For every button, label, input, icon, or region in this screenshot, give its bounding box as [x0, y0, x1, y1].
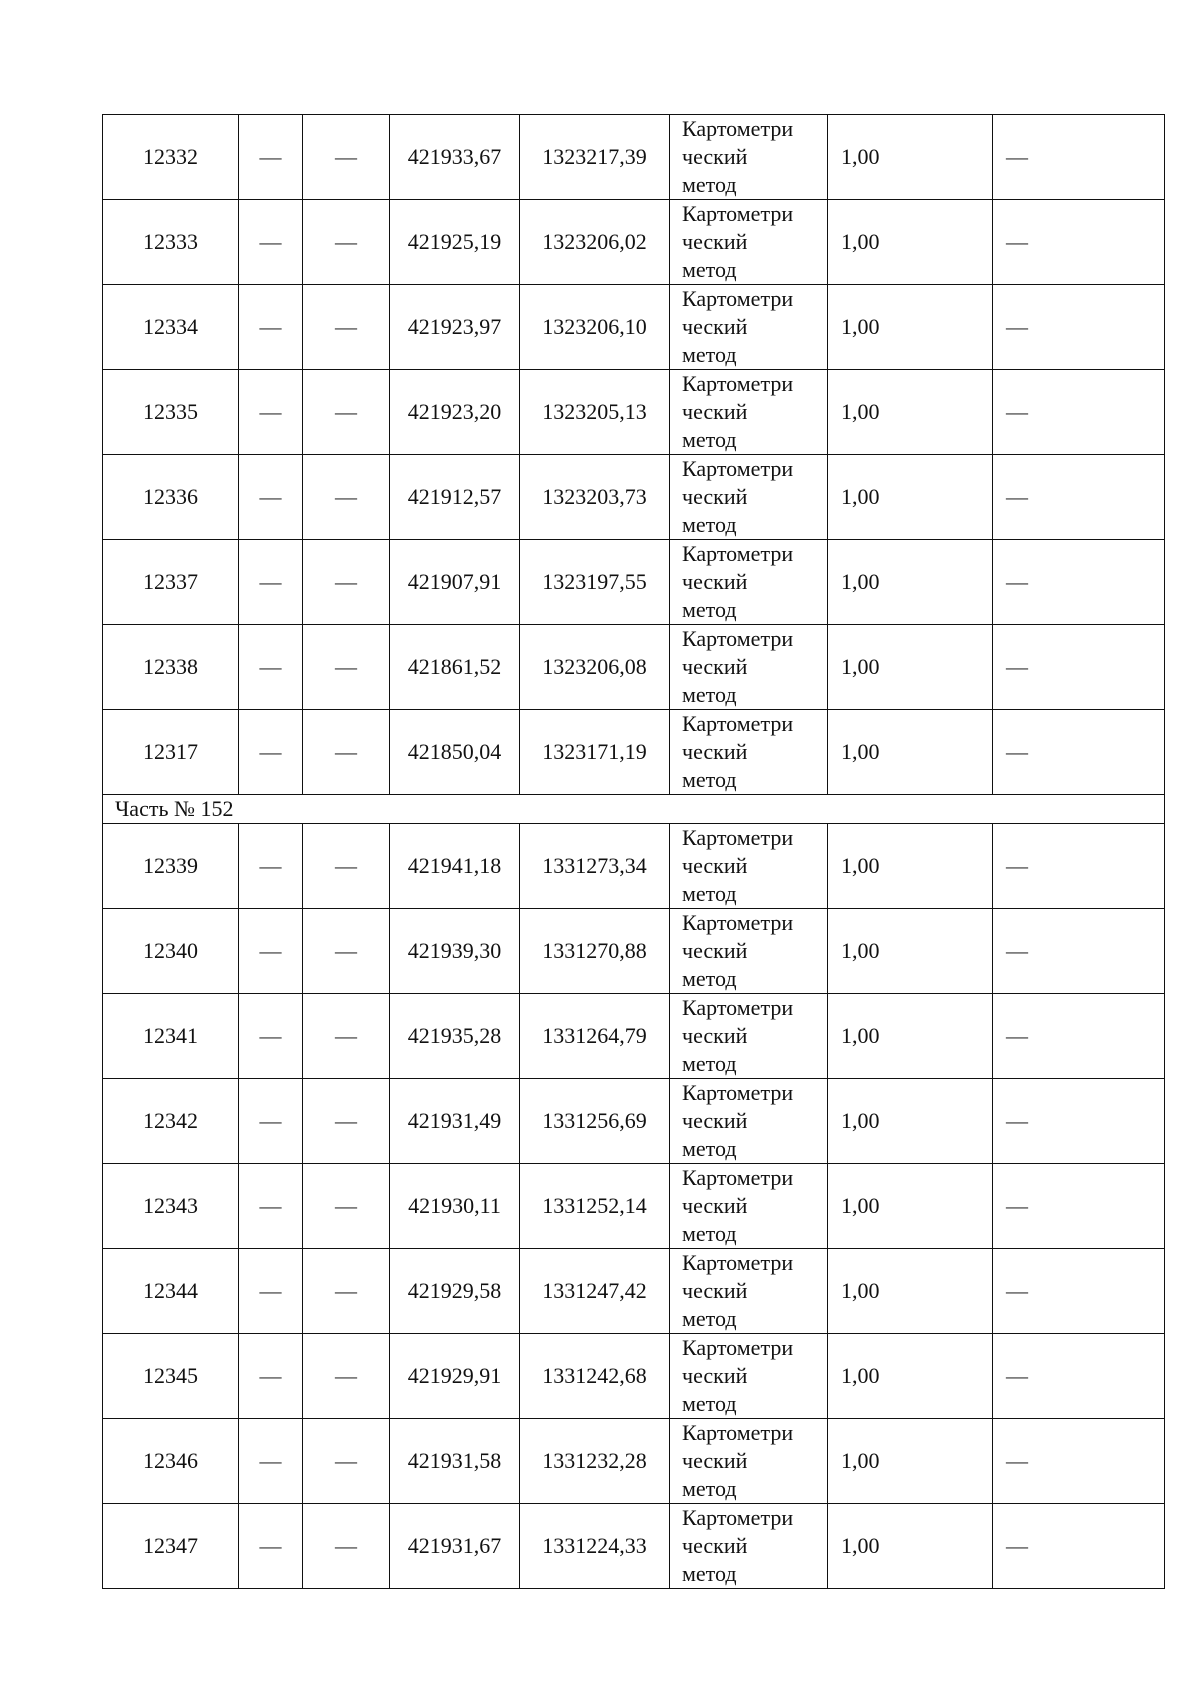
- point-number-cell: 12317: [103, 710, 239, 795]
- method-text-line: ческий: [682, 1363, 748, 1388]
- x-coordinate-cell: 421935,28: [390, 994, 520, 1079]
- accuracy-cell: 1,00: [828, 1249, 993, 1334]
- empty-dash-cell: —: [239, 1334, 303, 1419]
- empty-dash-cell: —: [303, 200, 390, 285]
- method-text-line: метод: [682, 1221, 737, 1246]
- method-text-line: ческий: [682, 314, 748, 339]
- empty-dash-cell: —: [993, 710, 1165, 795]
- method-text-line: метод: [682, 682, 737, 707]
- accuracy-cell: 1,00: [828, 625, 993, 710]
- point-number-cell: 12347: [103, 1504, 239, 1589]
- empty-dash-cell: —: [239, 994, 303, 1079]
- empty-dash-cell: —: [303, 455, 390, 540]
- y-coordinate-cell: 1323205,13: [520, 370, 670, 455]
- empty-dash-cell: —: [303, 909, 390, 994]
- method-cell: [670, 625, 828, 710]
- table-row: [103, 994, 1165, 1079]
- accuracy-cell: 1,00: [828, 1079, 993, 1164]
- empty-dash-cell: —: [993, 200, 1165, 285]
- accuracy-cell: 1,00: [828, 370, 993, 455]
- empty-dash-cell: —: [993, 909, 1165, 994]
- method-text-line: Картометри: [682, 825, 794, 850]
- method-text-line: Картометри: [682, 1250, 794, 1275]
- point-number-cell: 12342: [103, 1079, 239, 1164]
- y-coordinate-cell: 1331242,68: [520, 1334, 670, 1419]
- empty-dash-cell: —: [303, 625, 390, 710]
- point-number-cell: 12337: [103, 540, 239, 625]
- method-cell: [670, 1249, 828, 1334]
- empty-dash-cell: —: [993, 824, 1165, 909]
- accuracy-cell: 1,00: [828, 540, 993, 625]
- table-row: [103, 1419, 1165, 1504]
- accuracy-cell: 1,00: [828, 115, 993, 200]
- x-coordinate-cell: 421907,91: [390, 540, 520, 625]
- accuracy-cell: 1,00: [828, 1164, 993, 1249]
- table-row: [103, 1334, 1165, 1419]
- method-text-line: метод: [682, 767, 737, 792]
- method-text-line: метод: [682, 881, 737, 906]
- method-text-line: ческий: [682, 1278, 748, 1303]
- empty-dash-cell: —: [993, 1504, 1165, 1589]
- empty-dash-cell: —: [239, 285, 303, 370]
- table-row: [103, 909, 1165, 994]
- table-row: [103, 540, 1165, 625]
- method-cell: [670, 909, 828, 994]
- method-text-line: ческий: [682, 938, 748, 963]
- method-cell: [670, 1334, 828, 1419]
- method-text-line: метод: [682, 257, 737, 282]
- table-row: [103, 625, 1165, 710]
- method-cell: [670, 455, 828, 540]
- point-number-cell: 12345: [103, 1334, 239, 1419]
- method-text-line: Картометри: [682, 1505, 794, 1530]
- method-text-line: Картометри: [682, 626, 794, 651]
- empty-dash-cell: —: [303, 370, 390, 455]
- point-number-cell: 12344: [103, 1249, 239, 1334]
- y-coordinate-cell: 1323206,10: [520, 285, 670, 370]
- method-text-line: Картометри: [682, 995, 794, 1020]
- method-cell: [670, 1419, 828, 1504]
- method-text-line: ческий: [682, 739, 748, 764]
- empty-dash-cell: —: [239, 1419, 303, 1504]
- table-row: [103, 1079, 1165, 1164]
- x-coordinate-cell: 421931,67: [390, 1504, 520, 1589]
- table-row: [103, 370, 1165, 455]
- method-text-line: ческий: [682, 654, 748, 679]
- x-coordinate-cell: 421931,58: [390, 1419, 520, 1504]
- section-title: Часть № 152: [103, 795, 1165, 824]
- accuracy-cell: 1,00: [828, 455, 993, 540]
- point-number-cell: 12341: [103, 994, 239, 1079]
- method-text-line: Картометри: [682, 1335, 794, 1360]
- method-text-line: ческий: [682, 1193, 748, 1218]
- point-number-cell: 12346: [103, 1419, 239, 1504]
- method-text-line: Картометри: [682, 910, 794, 935]
- empty-dash-cell: —: [239, 1079, 303, 1164]
- y-coordinate-cell: 1331273,34: [520, 824, 670, 909]
- empty-dash-cell: —: [239, 909, 303, 994]
- method-text-line: метод: [682, 1391, 737, 1416]
- method-text-line: ческий: [682, 1023, 748, 1048]
- y-coordinate-cell: 1323171,19: [520, 710, 670, 795]
- method-text-line: Картометри: [682, 541, 794, 566]
- x-coordinate-cell: 421933,67: [390, 115, 520, 200]
- empty-dash-cell: —: [993, 115, 1165, 200]
- empty-dash-cell: —: [303, 824, 390, 909]
- method-cell: [670, 824, 828, 909]
- y-coordinate-cell: 1323206,08: [520, 625, 670, 710]
- x-coordinate-cell: 421929,58: [390, 1249, 520, 1334]
- method-text-line: Картометри: [682, 1165, 794, 1190]
- table-row: [103, 455, 1165, 540]
- method-text-line: ческий: [682, 399, 748, 424]
- x-coordinate-cell: 421931,49: [390, 1079, 520, 1164]
- empty-dash-cell: —: [303, 1164, 390, 1249]
- method-text-line: метод: [682, 597, 737, 622]
- method-cell: [670, 370, 828, 455]
- point-number-cell: 12340: [103, 909, 239, 994]
- method-text-line: метод: [682, 1136, 737, 1161]
- x-coordinate-cell: 421923,20: [390, 370, 520, 455]
- y-coordinate-cell: 1323197,55: [520, 540, 670, 625]
- empty-dash-cell: —: [993, 1334, 1165, 1419]
- empty-dash-cell: —: [239, 710, 303, 795]
- table-body: [103, 115, 1165, 1589]
- point-number-cell: 12336: [103, 455, 239, 540]
- y-coordinate-cell: 1323217,39: [520, 115, 670, 200]
- point-number-cell: 12335: [103, 370, 239, 455]
- point-number-cell: 12334: [103, 285, 239, 370]
- empty-dash-cell: —: [993, 540, 1165, 625]
- x-coordinate-cell: 421930,11: [390, 1164, 520, 1249]
- method-text-line: метод: [682, 1561, 737, 1586]
- empty-dash-cell: —: [303, 1504, 390, 1589]
- method-text-line: Картометри: [682, 456, 794, 481]
- empty-dash-cell: —: [303, 1334, 390, 1419]
- empty-dash-cell: —: [303, 285, 390, 370]
- point-number-cell: 12333: [103, 200, 239, 285]
- method-text-line: ческий: [682, 1533, 748, 1558]
- y-coordinate-cell: 1331252,14: [520, 1164, 670, 1249]
- point-number-cell: 12343: [103, 1164, 239, 1249]
- y-coordinate-cell: 1331256,69: [520, 1079, 670, 1164]
- empty-dash-cell: —: [239, 115, 303, 200]
- empty-dash-cell: —: [239, 455, 303, 540]
- method-text-line: ческий: [682, 1108, 748, 1133]
- method-text-line: метод: [682, 1476, 737, 1501]
- table-row: [103, 285, 1165, 370]
- accuracy-cell: 1,00: [828, 824, 993, 909]
- method-text-line: ческий: [682, 229, 748, 254]
- method-cell: [670, 1504, 828, 1589]
- empty-dash-cell: —: [239, 1249, 303, 1334]
- method-text-line: ческий: [682, 484, 748, 509]
- method-text-line: ческий: [682, 569, 748, 594]
- method-text-line: метод: [682, 1051, 737, 1076]
- empty-dash-cell: —: [993, 370, 1165, 455]
- accuracy-cell: 1,00: [828, 200, 993, 285]
- table-row: [103, 200, 1165, 285]
- method-text-line: ческий: [682, 853, 748, 878]
- method-cell: [670, 540, 828, 625]
- x-coordinate-cell: 421939,30: [390, 909, 520, 994]
- accuracy-cell: 1,00: [828, 285, 993, 370]
- x-coordinate-cell: 421923,97: [390, 285, 520, 370]
- method-text-line: Картометри: [682, 1420, 794, 1445]
- method-cell: [670, 200, 828, 285]
- section-header-row: [103, 795, 1165, 824]
- empty-dash-cell: —: [303, 710, 390, 795]
- y-coordinate-cell: 1323206,02: [520, 200, 670, 285]
- empty-dash-cell: —: [303, 1079, 390, 1164]
- method-cell: [670, 710, 828, 795]
- empty-dash-cell: —: [303, 1249, 390, 1334]
- accuracy-cell: 1,00: [828, 994, 993, 1079]
- y-coordinate-cell: 1323203,73: [520, 455, 670, 540]
- empty-dash-cell: —: [239, 824, 303, 909]
- x-coordinate-cell: 421912,57: [390, 455, 520, 540]
- table-row: [103, 710, 1165, 795]
- method-text-line: метод: [682, 427, 737, 452]
- empty-dash-cell: —: [239, 200, 303, 285]
- empty-dash-cell: —: [303, 994, 390, 1079]
- accuracy-cell: 1,00: [828, 710, 993, 795]
- empty-dash-cell: —: [993, 1419, 1165, 1504]
- point-number-cell: 12332: [103, 115, 239, 200]
- x-coordinate-cell: 421925,19: [390, 200, 520, 285]
- method-text-line: ческий: [682, 1448, 748, 1473]
- table-row: [103, 824, 1165, 909]
- accuracy-cell: 1,00: [828, 1504, 993, 1589]
- method-text-line: Картометри: [682, 711, 794, 736]
- table-row: [103, 115, 1165, 200]
- method-text-line: Картометри: [682, 116, 794, 141]
- method-text-line: Картометри: [682, 201, 794, 226]
- empty-dash-cell: —: [303, 115, 390, 200]
- method-text-line: Картометри: [682, 286, 794, 311]
- y-coordinate-cell: 1331270,88: [520, 909, 670, 994]
- method-text-line: Картометри: [682, 371, 794, 396]
- method-cell: [670, 115, 828, 200]
- accuracy-cell: 1,00: [828, 909, 993, 994]
- table-row: [103, 1164, 1165, 1249]
- empty-dash-cell: —: [239, 370, 303, 455]
- point-number-cell: 12339: [103, 824, 239, 909]
- method-text-line: метод: [682, 512, 737, 537]
- coordinates-table: [102, 114, 1165, 1589]
- empty-dash-cell: —: [993, 285, 1165, 370]
- x-coordinate-cell: 421941,18: [390, 824, 520, 909]
- x-coordinate-cell: 421850,04: [390, 710, 520, 795]
- y-coordinate-cell: 1331232,28: [520, 1419, 670, 1504]
- method-cell: [670, 994, 828, 1079]
- method-text-line: метод: [682, 966, 737, 991]
- point-number-cell: 12338: [103, 625, 239, 710]
- method-text-line: метод: [682, 172, 737, 197]
- method-text-line: Картометри: [682, 1080, 794, 1105]
- method-text-line: метод: [682, 342, 737, 367]
- empty-dash-cell: —: [303, 540, 390, 625]
- empty-dash-cell: —: [239, 625, 303, 710]
- table-row: [103, 1249, 1165, 1334]
- y-coordinate-cell: 1331224,33: [520, 1504, 670, 1589]
- method-cell: [670, 285, 828, 370]
- empty-dash-cell: —: [239, 1164, 303, 1249]
- y-coordinate-cell: 1331247,42: [520, 1249, 670, 1334]
- method-cell: [670, 1079, 828, 1164]
- empty-dash-cell: —: [993, 1079, 1165, 1164]
- empty-dash-cell: —: [993, 625, 1165, 710]
- method-text-line: ческий: [682, 144, 748, 169]
- empty-dash-cell: —: [993, 1164, 1165, 1249]
- y-coordinate-cell: 1331264,79: [520, 994, 670, 1079]
- x-coordinate-cell: 421861,52: [390, 625, 520, 710]
- x-coordinate-cell: 421929,91: [390, 1334, 520, 1419]
- empty-dash-cell: —: [239, 1504, 303, 1589]
- empty-dash-cell: —: [303, 1419, 390, 1504]
- table-row: [103, 1504, 1165, 1589]
- empty-dash-cell: —: [993, 994, 1165, 1079]
- accuracy-cell: 1,00: [828, 1419, 993, 1504]
- accuracy-cell: 1,00: [828, 1334, 993, 1419]
- method-cell: [670, 1164, 828, 1249]
- method-text-line: метод: [682, 1306, 737, 1331]
- empty-dash-cell: —: [239, 540, 303, 625]
- empty-dash-cell: —: [993, 455, 1165, 540]
- empty-dash-cell: —: [993, 1249, 1165, 1334]
